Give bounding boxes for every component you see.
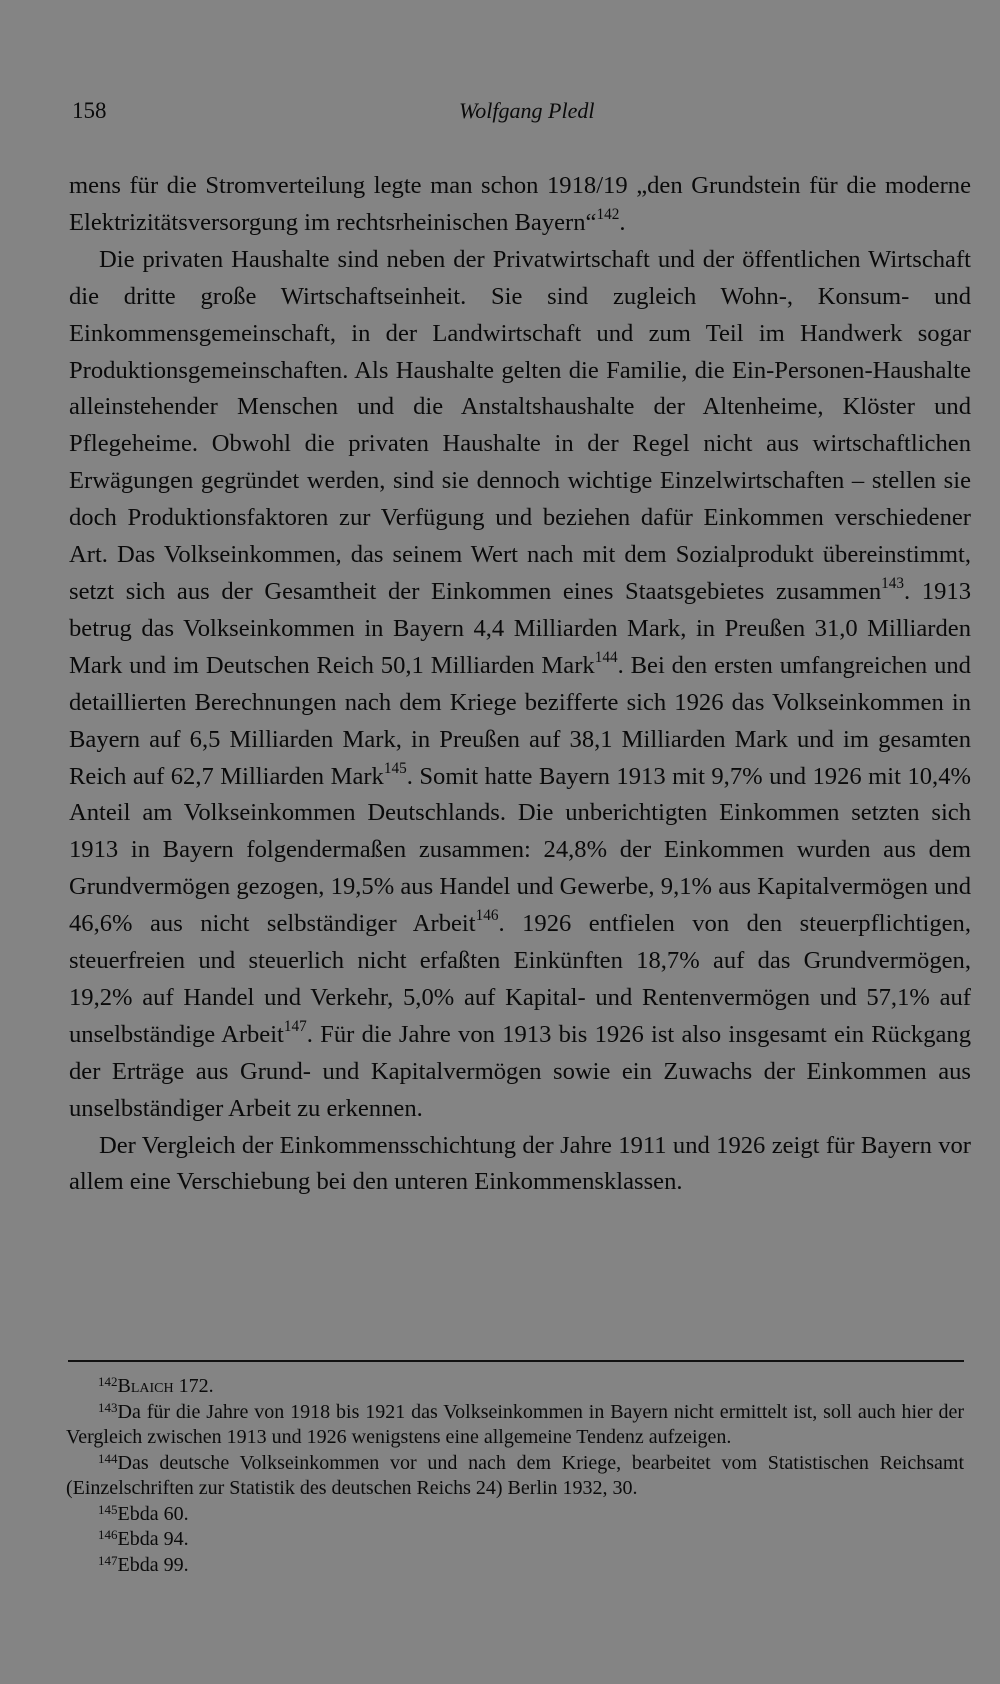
footnote-text: Da für die Jahre von 1918 bis 1921 das Volkseinkommen in Bayern nicht ermittelt ist, soll auch hier der Vergleich zwischen 1913 und 1926 wenigstens eine allgemeine Tendenz aufzeigen.	[66, 1400, 964, 1448]
paragraph-2	[69, 242, 971, 1128]
footnote-text: Das deutsche Volkseinkommen vor und nach dem Kriege, bearbeitet vom Statistischen Reichsamt (Einzelschriften zur Statistik des deutschen Reichs 24) Berlin 1932, 30.	[66, 1451, 964, 1499]
paragraph-text: . Für die Jahre von 1913 bis 1926 ist also insgesamt ein Rückgang der Erträge aus Grund- und Kapitalvermögen sowie ein Zuwachs der Einkommen aus unselbständiger Arbeit zu erkennen.	[69, 1020, 971, 1122]
footnote-ref: 143	[881, 575, 905, 593]
footnote: 144Das deutsche Volkseinkommen vor und nach dem Kriege, bearbeitet vom Statistischen Reichsamt (Einzelschriften zur Statistik des deutschen Reichs 24) Berlin 1932, 30.	[66, 1450, 964, 1499]
footnote-text: Ebda 94.	[117, 1528, 189, 1550]
paragraph-text: mens für die Stromverteilung legte man schon 1918/19 „den Grundstein für die moderne Elektrizitätsversorgung im rechtsrheinischen Bayern“	[69, 172, 971, 236]
footnote-ref: 145	[383, 759, 407, 777]
footnote-ref: 146	[475, 907, 499, 925]
footnote: 146Ebda 94.	[98, 1527, 189, 1550]
footnote-ref: 142	[596, 206, 620, 224]
footnote: 147Ebda 99.	[98, 1552, 189, 1576]
running-head: Wolfgang Pledl	[459, 98, 595, 123]
footnote: 142Blaich 172.	[98, 1374, 214, 1397]
footnote-text: Ebda 99.	[117, 1553, 189, 1576]
paragraph-text: . 1913 betrug das Volkseinkommen in Bayern 4,4 Milliarden Mark, in Preußen 31,0 Milliarden Mark und im Deutschen Reich 50,1 Milliarden Mark	[69, 577, 971, 679]
page-number: 158	[72, 98, 107, 123]
paragraph-text: . 1926 entfielen von den steuerpflichtigen, steuerfreien und steuerlich nicht erfaßten Einkünften 18,7% auf das Grundvermögen, 19,2% auf Handel und Verkehr, 5,0% auf Kapital- und Rentenvermögen und 57,1% auf unselbständige Arbeit	[69, 910, 972, 1048]
footnote-ref: 144	[594, 649, 618, 667]
page-header	[72, 98, 952, 128]
paragraph-text: Der Vergleich der Einkommensschichtung der Jahre 1911 und 1926 zeigt für Bayern vor allem eine Verschiebung bei den unteren Einkommensklassen.	[69, 1131, 971, 1196]
footnotes	[66, 1374, 964, 1578]
footnote-ref: 147	[283, 1018, 307, 1036]
paragraph-text: . Bei den ersten umfangreichen und detaillierten Berechnungen nach dem Kriege bezifferte sich 1926 das Volkseinkommen in Bayern auf 6,5 Milliarden Mark, in Preußen auf 38,1 Milliarden Mark und im gesamten Reich auf 62,7 Milliarden Mark	[69, 651, 971, 790]
footnote-author: Blaich	[117, 1375, 174, 1397]
paragraph-3	[69, 1128, 971, 1202]
footnote-text: Ebda 60.	[117, 1502, 189, 1525]
paragraph-text: Die privaten Haushalte sind neben der Privatwirtschaft und der öffentlichen Wirtschaft die dritte große Wirtschaftseinheit. Sie sind zugleich Wohn-, Konsum- und Einkommensgemeinschaft, in der Landwirtschaft und zum Teil im Handwerk sogar Produktionsgemeinschaften. Als Haushalte gelten die Familie, die Ein-Personen-Haushalte alleinstehender Menschen und die Anstaltshaushalte der Altenheime, Klöster und Pflegeheime. Obwohl die privaten Haushalte in der Regel nicht aus wirtschaftlichen Erwägungen gegründet werden, sind sie dennoch wichtige Einzelwirtschaften – stellen sie doch Produktionsfaktoren zur Verfügung und beziehen dafür Einkommen verschiedener Art. Das Volkseinkommen, das seinem Wert nach mit dem Sozialprodukt übereinstimmt, setzt sich aus der Gesamtheit der Einkommen eines Staatsgebietes zusammen	[69, 245, 971, 605]
paragraph-text: .	[619, 208, 626, 236]
paragraph-text: . Somit hatte Bayern 1913 mit 9,7% und 1926 mit 10,4% Anteil am Volkseinkommen Deutschlands. Die unberichtigten Einkommen setzten sich 1913 in Bayern folgendermaßen zusammen: 24,8% der Einkommen wurden aus dem Grundvermögen gezogen, 19,5% aus Handel und Gewerbe, 9,1% aus Kapitalvermögen und 46,6% aus nicht selbständiger Arbeit	[69, 762, 971, 938]
footnote: 145Ebda 60.	[98, 1501, 189, 1525]
footnote: 143Da für die Jahre von 1918 bis 1921 das Volkseinkommen in Bayern nicht ermittelt ist, soll auch hier der Vergleich zwischen 1913 und 1926 wenigstens eine allgemeine Tendenz aufzeigen.	[66, 1399, 964, 1448]
footnote-separator	[68, 1360, 964, 1362]
footnote-text: 172.	[173, 1375, 214, 1397]
paragraph-1	[69, 168, 971, 242]
body-text	[69, 168, 971, 1201]
